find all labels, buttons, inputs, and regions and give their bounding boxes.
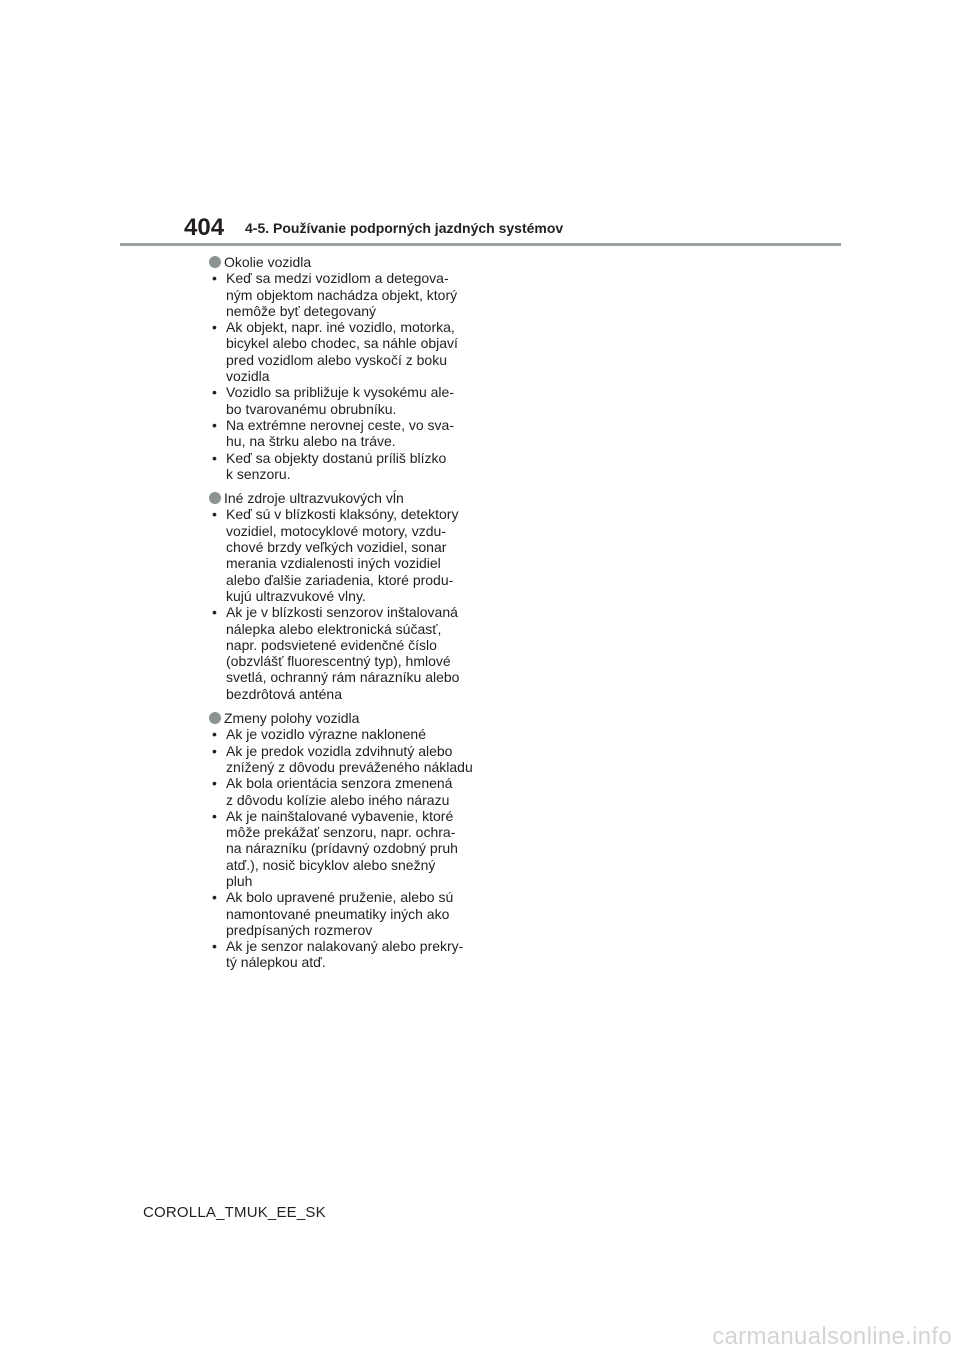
list-item [209, 808, 474, 889]
content-column [209, 254, 474, 979]
list-item-text: Vozidlo sa približuje k vysokému ale- bo tvarovanému obrubníku. [226, 384, 454, 417]
bullet-icon: • [212, 775, 217, 792]
bullet-icon: • [212, 449, 217, 466]
list-item-text: Ak je v blízkosti senzorov inštalovaná nálepka alebo elektronická súčasť, napr. podsvietené evidenčné číslo (obzvlášť fluorescentný typ), hmlové svetlá, ochranný rám nárazníku alebo bezdrôtová anténa [226, 604, 460, 702]
list-item-text: Ak je vozidlo výrazne naklonené [226, 726, 427, 743]
list-item-text: Ak je nainštalované vybavenie, ktoré môže prekážať senzoru, napr. ochra- na nárazníku (prídavný ozdobný pruh atď.), nosič bicyklov alebo snežný pluh [226, 807, 458, 889]
list-item [209, 604, 474, 702]
list-item-text: Keď sa medzi vozidlom a detegova- ným objektom nachádza objekt, ktorý nemôže byť detegovaný [226, 270, 458, 319]
list-item [209, 506, 474, 604]
group-heading [209, 490, 474, 506]
document-code: COROLLA_TMUK_EE_SK [143, 1204, 326, 1221]
circle-bullet-icon [209, 712, 221, 724]
group-ultrasonic-sources [209, 490, 474, 702]
section-title: 4-5. Používanie podporných jazdných systémov [245, 220, 564, 236]
bullet-icon: • [212, 726, 217, 743]
list-item-text: Ak objekt, napr. iné vozidlo, motorka, bicykel alebo chodec, sa náhle objaví pred vozidlom alebo vyskočí z boku vozidla [226, 319, 458, 385]
list-item [209, 450, 474, 483]
group-heading-text: Iné zdroje ultrazvukových vĺn [224, 490, 404, 507]
site-watermark: carmanualsonline.info [712, 1323, 952, 1350]
circle-bullet-icon [209, 256, 221, 268]
circle-bullet-icon [209, 492, 221, 504]
list-item-text: Ak je predok vozidla zdvihnutý alebo znížený z dôvodu preváženého nákladu [226, 742, 473, 775]
bullet-icon: • [212, 506, 217, 523]
list-item [209, 417, 474, 450]
header-divider [120, 243, 841, 246]
group-heading [209, 710, 474, 726]
list-item [209, 743, 474, 776]
bullet-icon: • [212, 384, 217, 401]
list-item [209, 319, 474, 384]
bullet-icon: • [212, 270, 217, 287]
group-heading [209, 254, 474, 270]
bullet-icon: • [212, 889, 217, 906]
bullet-icon: • [212, 604, 217, 621]
group-vehicle-position-changes [209, 710, 474, 971]
list-item-text: Keď sú v blízkosti klaksóny, detektory vozidiel, motocyklové motory, vzdu- chové brzdy veľkých vozidiel, sonar merania vzdialenosti iných vozidiel alebo ďalšie zariadenia, ktoré produ- kujú ultrazvukové vlny. [226, 506, 459, 604]
bullet-icon: • [212, 319, 217, 336]
bullet-icon: • [212, 742, 217, 759]
group-vehicle-surroundings [209, 254, 474, 482]
list-item [209, 270, 474, 319]
list-item-text: Ak bolo upravené pruženie, alebo sú namontované pneumatiky iných ako predpísaných rozmerov [226, 889, 454, 938]
list-item [209, 726, 474, 742]
list-item-text: Na extrémne nerovnej ceste, vo sva- hu, na štrku alebo na tráve. [226, 416, 454, 450]
page-number: 404 [184, 214, 225, 241]
group-heading-text: Zmeny polohy vozidla [224, 710, 360, 727]
group-heading-text: Okolie vozidla [224, 254, 312, 270]
list-item-text: Ak je senzor nalakovaný alebo prekry- tý nálepkou atď. [226, 938, 464, 971]
list-item [209, 938, 474, 971]
bullet-icon: • [212, 807, 217, 824]
list-item [209, 384, 474, 417]
bullet-icon: • [212, 416, 217, 433]
list-item [209, 889, 474, 938]
list-item [209, 775, 474, 808]
bullet-icon: • [212, 938, 217, 955]
list-item-text: Ak bola orientácia senzora zmenená z dôvodu kolízie alebo iného nárazu [226, 775, 453, 808]
list-item-text: Keď sa objekty dostanú príliš blízko k senzoru. [226, 449, 447, 482]
